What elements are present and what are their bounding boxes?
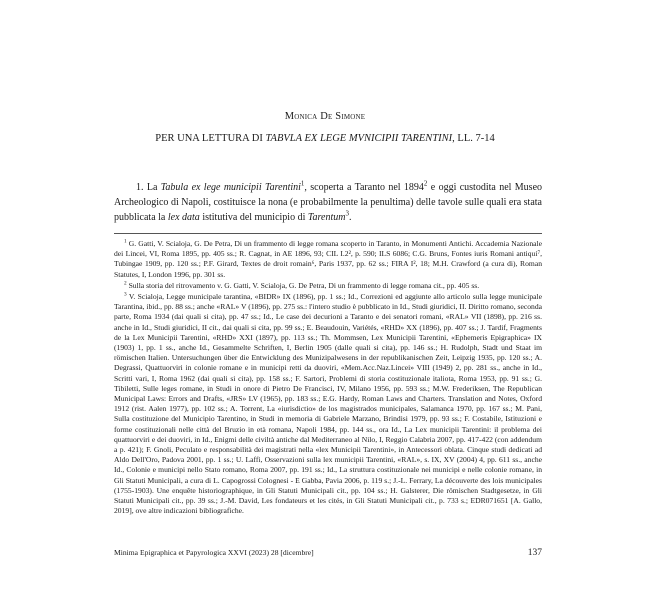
footnote-text: V. Scialoja, Legge municipale tarantina, «BIDR» IX (1896), pp. 1 ss.; Id., Correzioni ed aggiunte allo articolo sulla legge municipale Tarantina, ibid., pp. 88 ss.; anche «RAL» V (1896), pp. 275 ss.: l'intero studio è pubblicato in Id., Studi giuridici, II. Diritto romano, seconda parte, Roma 1934 (dai quali si cita), pp. 47 ss.; Id., Le case dei decurioni a Taranto e dei senatori romani, «RAL» VII (1898), pp. 216 ss. anche in Id., Studi giuridici, II cit., dai quali si cita, pp. 99 ss.; E. Beaudouin, Variétés, «RHD» XX (1896), pp. 407 ss.; J. Tardif, Fragments de la Lex Municipii Tarentini, «RHD» XXI (1897), pp. 113 ss.; Th. Mommsen, Lex Municipii Tarentini, «Ephemeris Epigraphica» IX (1903) 1, pp. 1 ss., anche Id., Gesammelte Schriften, I, Berlin 1905 (dalle quali si cita), pp. 146 ss.; H. Rudolph, Stadt und Staat im römischen Italien. Untersuchungen über die Entwicklung des Munizipalwesens in der republikanischen Zeit, Leipzig 1935, pp. 120 ss.; A. Degrassi, Quattuorviri in colonie romane e in municipi retti da duoviri, «Mem.Acc.Naz.Lincei» VIII (1949) 2, pp. 281 ss., anche in Id., Scritti vari, I, Roma 1962 (dai quali si cita), pp. 158 ss.; F. Sartori, Problemi di storia costituzionale italiota, Roma 1953, pp. 91 ss.; G. Tibiletti, Sulle leges romane, in Studi in onore di Pietro De Francisci, IV, Milano 1956, pp. 593 ss.; M.W. Frederiksen, The Republican Municipal Laws: Errors and Drafts, «JRS» LV (1965), pp. 183 ss.; E.G. Hardy, Roman Laws and Charters. Translation and Notes, Oxford 1912 (rist. Aalen 1977), pp. 102 ss.; A. Torrent, La «iurisdictio» de los magistrados municipales, Salamanca 1970, pp. 167 ss.; M. Pani, Sulla costituzione del Municipio Tarentino, in Studi in memoria di Gabriele Marzano, Brindisi 1979, pp. 93 ss.; F. Costabile, Istituzioni e forme costituzionali nelle città del Bruzio in età romana, Napoli 1984, pp. 144 ss., ora Id., La Lex municipii Tarentini: il problema dei quattuorviri e dei duoviri, in Id., Enigmi delle civiltà antiche dal Mediterraneo al Nilo, I, Reggio Calabria 2007, pp. 417-422 (con addendum a p. 421); F. Gnoli, Peculato e responsabilità dei magistrati nella «lex Municipii Tarentini», in Antecessori oblata. Cinque studi dedicati ad Aldo Dell'Oro, Padova 2001, pp. 1 ss.; U. Laffi, Osservazioni sulla lex municipii Tarentini, «RAL», s. IX, XV (2004) 4, pp. 611 ss., anche Id., Colonie e municipi nello Stato romano, Roma 2007, pp. 191 ss.; Id., La struttura costituzionale nei municipi e nelle colonie romane, in Gli Statuti Municipali, a cura di L. Capogrossi Colognesi - E Gabba, Pavia 2006, p. 119 s.; J.-L. Ferrary, La découverte des lois municipales (1755-1903). Une enquête historiographique, in Gli Statuti Municipali cit., pp. 104 ss.; H. Galsterer, Die römischen Stadtgesetze, in Gli Statuti Municipali cit., pp. 39 ss.; J.-M. David, Les fondateurs et les cités, in Gli Statuti Municipali cit., p. 733 s.; EDR071651 [A. Gallo, 2019], ove altre indicazioni bibliografiche. <box>114 292 542 516</box>
body-text-a: 1. La <box>136 182 161 193</box>
author-first-name: Monica <box>284 111 318 122</box>
footnote-text: G. Gatti, V. Scialoja, G. De Petra, Di un frammento di legge romana scoperto in Taranto, in Monumenti Antichi. Accademia Nazionale dei Lincei, VI, Roma 1895, pp. 405 ss.; R. Cagnat, in AE 1896, 93; CIL I.2², p. 590; ILS 6086; C.G. Bruns, Fontes iuris Romani antiqui⁷, Tubingae 1909, pp. 120 ss.; P.F. Girard, Textes de droit romain⁶, Paris 1937, pp. 62 ss.; FIRA I², 18; M.H. Crawford (a cura di), Roman Statutes, I, London 1996, pp. 301 ss. <box>114 239 542 279</box>
footnote-number: 1 <box>124 238 127 245</box>
body-italic-title: Tabula ex lege municipii Tarentini <box>160 182 301 193</box>
author-name <box>0 111 650 122</box>
footnote-rule <box>114 233 542 234</box>
title-prefix: PER UNA LETTURA DI <box>155 133 266 144</box>
body-italic-lex-data: lex data <box>167 212 200 223</box>
page-footer <box>114 548 542 558</box>
body-italic-tarentum: Tarentum <box>307 212 346 223</box>
body-paragraph <box>114 180 542 225</box>
journal-citation: Minima Epigraphica et Papyrologica XXVI (2023) 28 [dicembre] <box>114 548 314 557</box>
footnote-text: Sulla storia del ritrovamento v. G. Gatti, V. Scialoja, G. De Petra, Di un frammento di legge romana cit., pp. 405 ss. <box>128 280 480 290</box>
footnote-number: 2 <box>124 280 127 287</box>
title-suffix: , LL. 7-14 <box>452 133 495 144</box>
footnote-ref-3[interactable]: 3 <box>345 209 349 218</box>
body-text-c: e oggi custodita nel Museo Archeologico di Napoli, costituisce la nona (e probabilmente la penultima) delle tavole sulle quali era stata pubblicata la <box>114 182 543 223</box>
author-last-name: De Simone <box>320 111 366 122</box>
footnotes <box>114 239 542 517</box>
body-text-d: istitutiva del municipio di <box>199 212 308 223</box>
body-text-e: . <box>348 212 352 223</box>
footnote-1 <box>114 239 542 280</box>
footnote-2 <box>114 281 542 291</box>
footnote-number: 3 <box>124 291 127 298</box>
footnote-ref-1[interactable]: 1 <box>300 179 305 188</box>
footnote-3 <box>114 292 542 516</box>
article-title <box>0 133 650 144</box>
footnote-ref-2[interactable]: 2 <box>423 179 428 188</box>
page-number: 137 <box>527 548 542 558</box>
title-italic: TABVLA EX LEGE MVNICIPII TARENTINI <box>265 133 453 144</box>
body-text-b: , scoperta a Taranto nel 1894 <box>304 182 424 193</box>
